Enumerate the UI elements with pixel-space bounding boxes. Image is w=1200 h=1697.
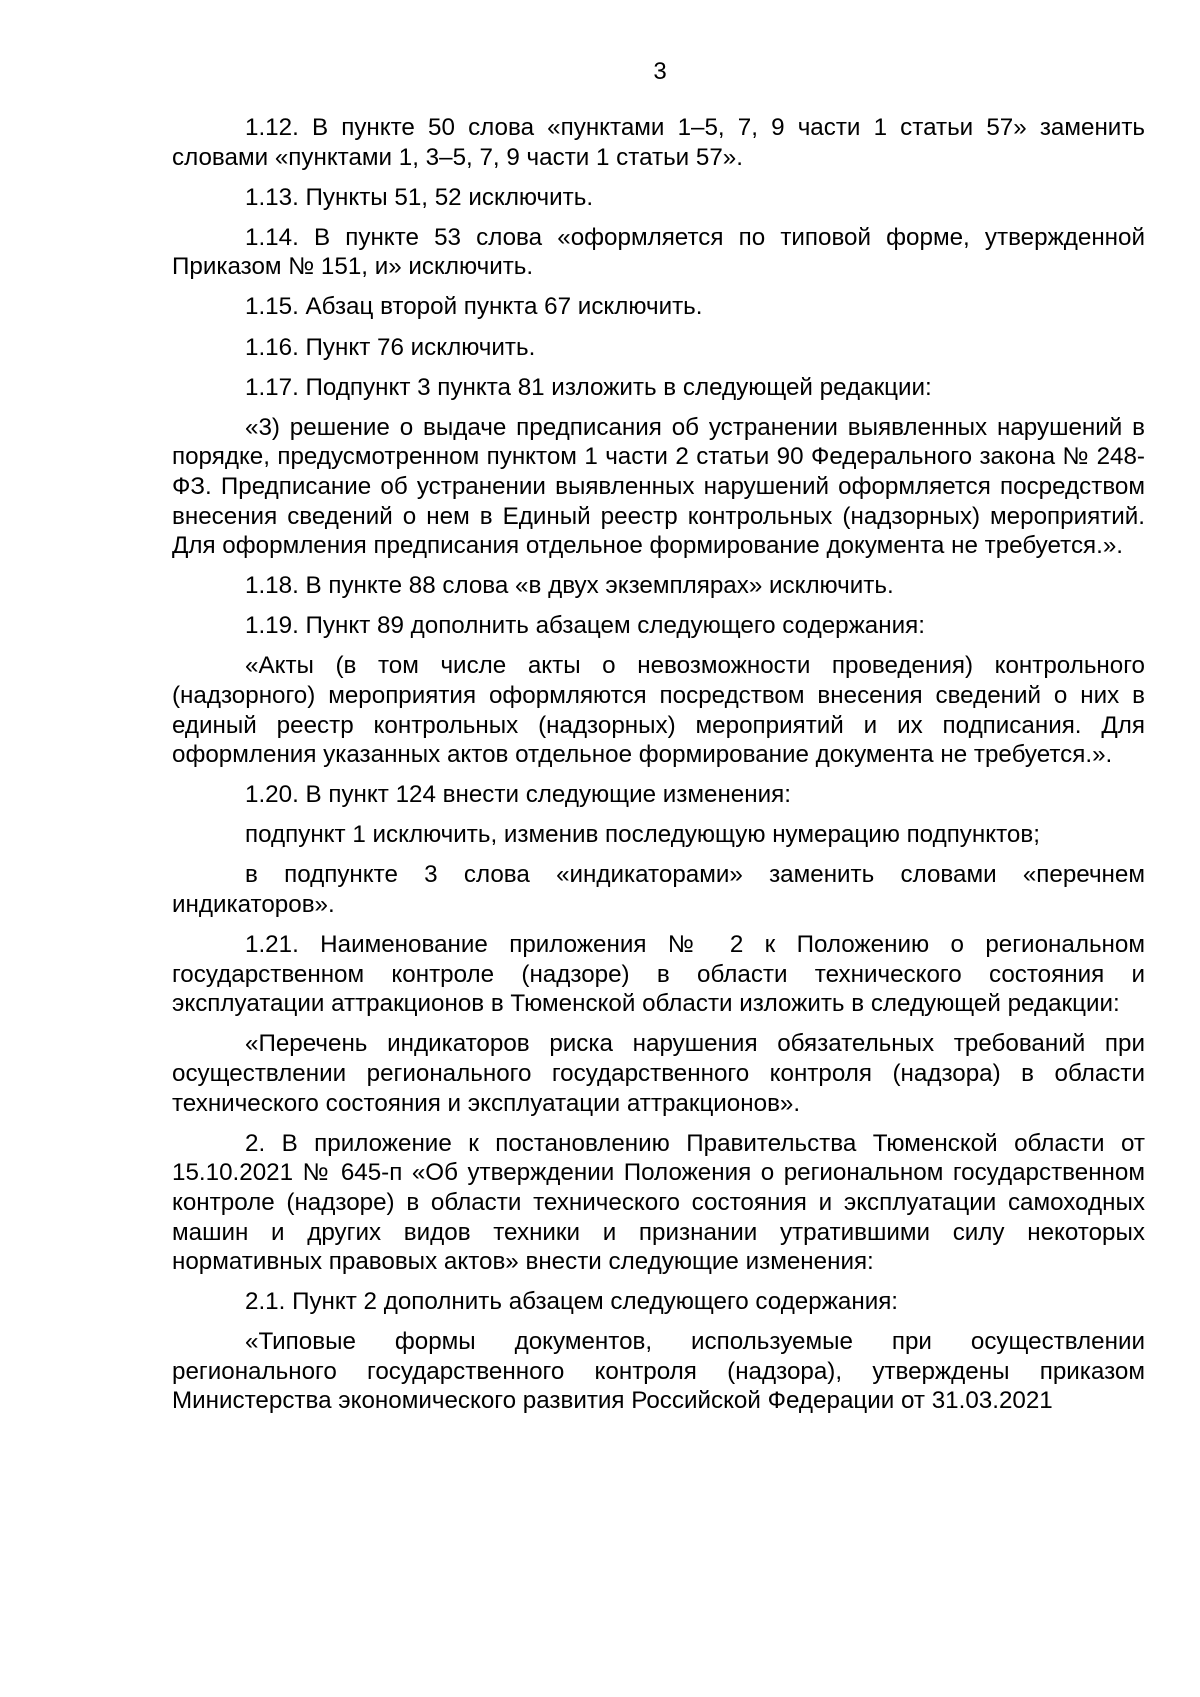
paragraph-1-17-quote: «3) решение о выдаче предписания об устранении выявленных нарушений в порядке, предусмотренном пунктом 1 части 2 статьи 90 Федерального закона № 248-ФЗ. Предписание об устранении выявленных нарушений оформляется посредством внесения сведений о нем в Единый реестр контрольных (надзорных) мероприятий. Для оформления предписания отдельное формирование документа не требуется.». bbox=[172, 413, 1145, 560]
document-body bbox=[172, 113, 1145, 1427]
paragraph-1-18: 1.18. В пункте 88 слова «в двух экземплярах» исключить. bbox=[245, 572, 894, 600]
paragraph-1-20: 1.20. В пункт 124 внести следующие изменения: bbox=[245, 781, 791, 809]
paragraph-1-12: 1.12. В пункте 50 слова «пунктами 1–5, 7, 9 части 1 статьи 57» заменить словами «пунктами 1, 3–5, 7, 9 части 1 статьи 57». bbox=[172, 114, 1145, 171]
paragraph-1-21: 1.21. Наименование приложения № 2 к Положению о региональном государственном контроле (надзоре) в области технического состояния и эксплуатации аттракционов в Тюменской области изложить в следующей редакции: bbox=[172, 931, 1145, 1018]
paragraph-1-19-quote: «Акты (в том числе акты о невозможности проведения) контрольного (надзорного) мероприятия оформляются посредством внесения сведений о них в единый реестр контрольных (надзорных) мероприятий и их подписания. Для оформления указанных актов отдельное формирование документа не требуется.». bbox=[172, 652, 1145, 769]
paragraph-1-21-quote: «Перечень индикаторов риска нарушения обязательных требований при осуществлении регионального государственного контроля (надзора) в области технического состояния и эксплуатации аттракционов». bbox=[172, 1030, 1145, 1117]
paragraph-2-1-quote: «Типовые формы документов, используемые при осуществлении регионального государственного контроля (надзора), утверждены приказом Министерства экономического развития Российской Федерации от 31.03.2021 bbox=[172, 1328, 1145, 1415]
page-number: 3 bbox=[653, 58, 667, 85]
paragraph-1-15: 1.15. Абзац второй пункта 67 исключить. bbox=[245, 293, 703, 321]
paragraph-2-1: 2.1. Пункт 2 дополнить абзацем следующего содержания: bbox=[245, 1288, 899, 1316]
paragraph-1-20-sub-2: в подпункте 3 слова «индикаторами» заменить словами «перечнем индикаторов». bbox=[172, 861, 1145, 919]
paragraph-1-19: 1.19. Пункт 89 дополнить абзацем следующего содержания: bbox=[245, 612, 925, 640]
paragraph-1-20-sub-1: подпункт 1 исключить, изменив последующую нумерацию подпунктов; bbox=[245, 821, 1040, 849]
paragraph-1-14: 1.14. В пункте 53 слова «оформляется по типовой форме, утвержденной Приказом № 151, и» исключить. bbox=[172, 223, 1145, 281]
paragraph-1-17: 1.17. Подпункт 3 пункта 81 изложить в следующей редакции: bbox=[245, 373, 932, 401]
paragraph-1-16: 1.16. Пункт 76 исключить. bbox=[245, 333, 536, 361]
paragraph-2: 2. В приложение к постановлению Правительства Тюменской области от 15.10.2021 № 645-п «Об утверждении Положения о региональном государственном контроле (надзоре) в области технического состояния и эксплуатации самоходных машин и других видов техники и признании утратившими силу некоторых нормативных правовых актов» внести следующие изменения: bbox=[172, 1129, 1145, 1276]
paragraph-1-13: 1.13. Пункты 51, 52 исключить. bbox=[245, 183, 594, 211]
